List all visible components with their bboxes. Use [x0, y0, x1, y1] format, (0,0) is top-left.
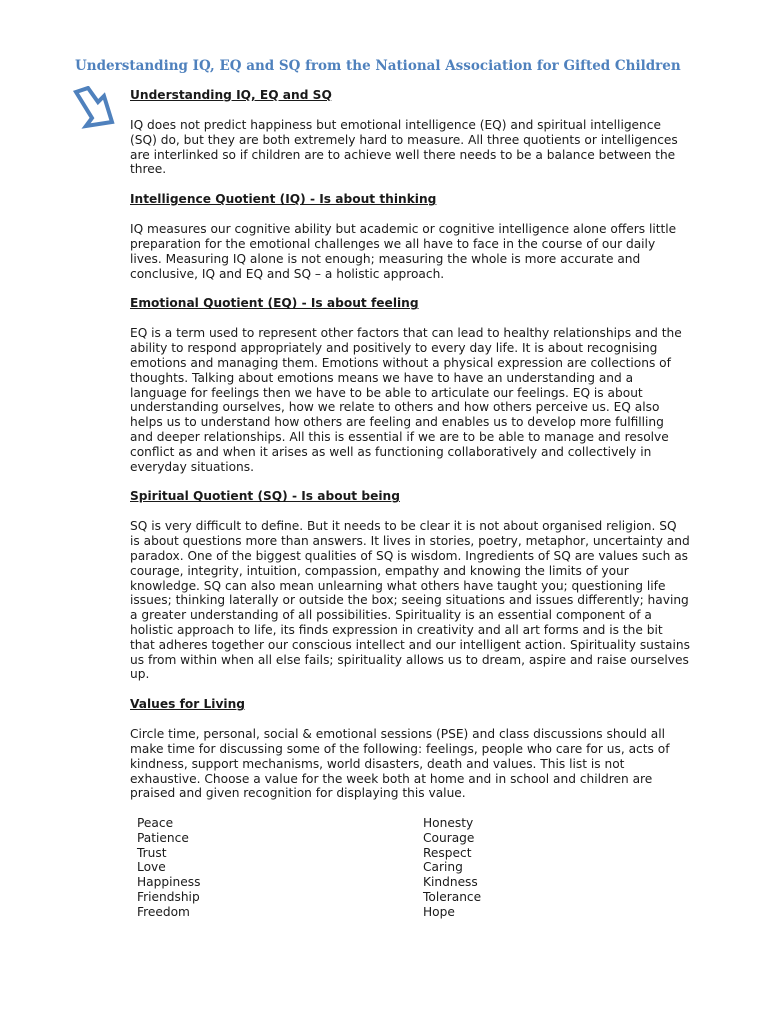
value-item: Kindness — [423, 875, 478, 890]
values-column-right — [423, 816, 481, 920]
value-item: Tolerance — [423, 890, 482, 905]
section-heading: Emotional Quotient (EQ) - Is about feeling — [130, 296, 419, 311]
section-heading: Understanding IQ, EQ and SQ — [130, 88, 332, 102]
section-eq — [130, 296, 690, 474]
section-paragraph: EQ is a term used to represent other factors that can lead to healthy relationships and the ability to respond appropriately and positively to every day life. It is about recognising emotions and managing them. Emotions without a physical expression are collections of thoughts. Talking about emotions means we have to have an understanding and a language for feelings then we have to be able to articulate our feelings. EQ is about understanding ourselves, how we relate to others and how others perceive us. EQ also helps us to understand how others are feeling and enables us to develop more fulfilling and deeper relationships. All this is essential if we are to be able to manage and resolve conflict as and when it arises as well as functioning collaboratively and collectively in everyday situations. — [130, 326, 682, 474]
value-item: Hope — [423, 904, 455, 919]
section-paragraph: Circle time, personal, social & emotional sessions (PSE) and class discussions should all make time for discussing some of the following: feelings, people who care for us, acts of kindness, support mechanisms, world disasters, death and values. This list is not exhaustive. Choose a value for the week both at home and in school and children are praised and given recognition for displaying this value. — [130, 727, 670, 801]
value-item: Trust — [137, 845, 167, 860]
section-heading: Spiritual Quotient (SQ) - Is about being — [130, 489, 400, 504]
section-iq — [130, 192, 690, 281]
section-heading: Values for Living — [130, 697, 246, 712]
value-item: Patience — [137, 830, 189, 845]
document-title: Understanding IQ, EQ and SQ from the National Association for Gifted Children — [75, 58, 681, 74]
value-item: Courage — [423, 830, 475, 845]
value-item: Love — [137, 860, 166, 875]
section-sq — [130, 489, 690, 682]
document-body — [130, 88, 690, 920]
values-list — [130, 816, 690, 920]
section-values-for-living — [130, 697, 690, 920]
value-item: Freedom — [137, 904, 190, 919]
section-understanding — [130, 88, 690, 177]
arrow-right-icon — [70, 86, 118, 132]
section-paragraph: SQ is very difficult to define. But it needs to be clear it is not about organised religion. SQ is about questions more than answers. It lives in stories, poetry, metaphor, uncertainty and paradox. One of the biggest qualities of SQ is wisdom. Ingredients of SQ are values such as courage, integrity, intuition, compassion, empathy and knowing the limits of your knowledge. SQ can also mean unlearning what others have taught you; questioning life issues; thinking laterally or outside the box; seeing situations and issues differently; having a greater understanding of all possibilities. Spirituality is an essential component of a holistic approach to life, its finds expression in creativity and all art forms and is the bit that adheres together our conscious intellect and our intelligent action. Spirituality sustains us from within when all else fails; spirituality allows us to dream, aspire and raise ourselves up. — [130, 519, 690, 682]
section-heading: Intelligence Quotient (IQ) - Is about thinking — [130, 192, 437, 207]
value-item: Friendship — [137, 890, 200, 905]
value-item: Happiness — [137, 875, 201, 890]
section-paragraph: IQ measures our cognitive ability but academic or cognitive intelligence alone offers little preparation for the emotional challenges we all have to face in the course of our daily lives. Measuring IQ alone is not enough; measuring the whole is more accurate and conclusive, IQ and EQ and SQ – a holistic approach. — [130, 222, 677, 281]
value-item: Respect — [423, 845, 472, 860]
value-item: Peace — [137, 816, 174, 831]
values-column-left — [137, 816, 423, 920]
section-paragraph: IQ does not predict happiness but emotional intelligence (EQ) and spiritual intelligence (SQ) do, but they are both extremely hard to measure. All three quotients or intelligences are interlinked so if children are to achieve well there needs to be a balance between the three. — [130, 118, 678, 177]
value-item: Caring — [423, 860, 463, 875]
value-item: Honesty — [423, 816, 474, 831]
